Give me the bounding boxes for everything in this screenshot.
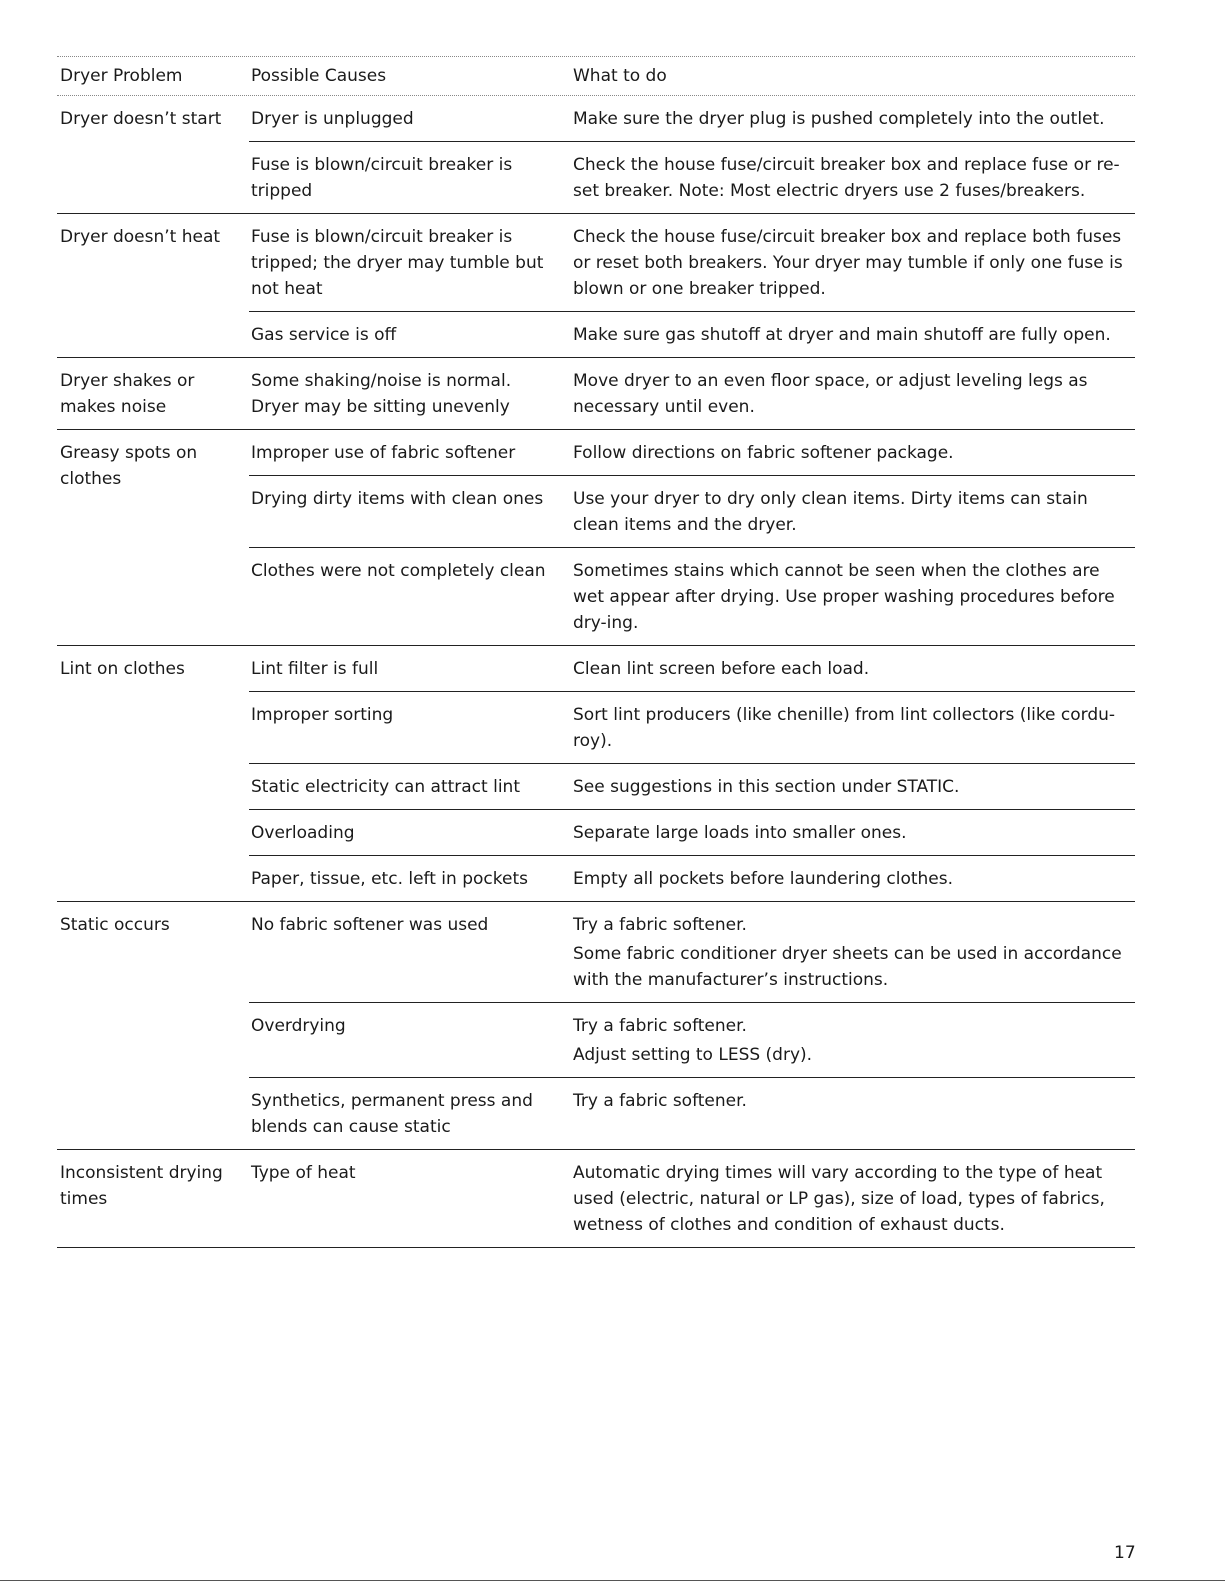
cause-cell: Improper use of fabric softener [251,443,516,463]
todo-cell [571,646,1135,691]
todo-text: Follow directions on fabric softener package. [573,443,954,463]
table-row [249,856,1135,901]
table-row [249,1003,1135,1078]
problem-group [57,902,1135,1150]
cause-cell: Fuse is blown/circuit breaker is tripped; the dryer may tumble but not heat [251,227,544,299]
problem-label: Static occurs [60,915,170,935]
todo-cell [571,1078,1135,1149]
todo-text: Try a fabric softener. [573,915,747,935]
cause-rows [249,430,1135,645]
problem-label: Inconsistent drying times [60,1163,223,1209]
problem-label: Lint on clothes [60,659,185,679]
problem-label: Dryer shakes or makes noise [60,371,195,417]
table-row [249,142,1135,213]
cause-cell: No fabric softener was used [251,915,489,935]
cause-cell: Paper, tissue, etc. left in pockets [251,869,528,889]
header-causes: Possible Causes [251,66,387,86]
table-row [249,810,1135,856]
problem-group [57,1150,1135,1248]
table-row [249,764,1135,810]
todo-cell [571,476,1135,547]
todo-text: Move dryer to an even floor space, or adjust leveling legs as necessary until even. [573,371,1088,417]
table-row [249,312,1135,357]
todo-cell [571,856,1135,901]
todo-text: Automatic drying times will vary according to the type of heat used (electric, natural or LP gas), size of load, types of fabrics, wetness of clothes and condition of exhaust ducts. [573,1163,1105,1235]
cause-rows [249,214,1135,357]
todo-cell [571,96,1135,141]
page-edge-line [0,1580,1225,1581]
table-row [249,476,1135,548]
todo-cell [571,692,1135,763]
header-problem: Dryer Problem [60,66,183,86]
todo-text: Use your dryer to dry only clean items. Dirty items can stain clean items and the dryer. [573,489,1088,535]
table-body [57,96,1135,1248]
todo-text: Separate large loads into smaller ones. [573,823,907,843]
cause-rows [249,358,1135,429]
troubleshooting-table [57,56,1135,1248]
todo-text: Make sure gas shutoff at dryer and main shutoff are fully open. [573,325,1111,345]
cause-cell: Fuse is blown/circuit breaker is tripped [251,155,513,201]
todo-cell [571,810,1135,855]
cause-cell: Overdrying [251,1016,346,1036]
page-number: 17 [1114,1543,1136,1563]
cause-cell: Improper sorting [251,705,394,725]
table-row [249,646,1135,692]
todo-text: Check the house fuse/circuit breaker box and replace fuse or re-set breaker. Note: Most electric dryers use 2 fuses/breakers. [573,155,1120,201]
todo-cell [571,764,1135,809]
problem-group [57,96,1135,214]
cause-cell: Synthetics, permanent press and blends can cause static [251,1091,533,1137]
todo-cell [571,312,1135,357]
todo-text: Sometimes stains which cannot be seen when the clothes are wet appear after drying. Use proper washing procedures before dry-ing. [573,561,1115,633]
todo-text: Check the house fuse/circuit breaker box and replace both fuses or reset both breakers. Your dryer may tumble if only one fuse is blown or one breaker tripped. [573,227,1123,299]
todo-cell [571,548,1135,645]
table-row [249,430,1135,476]
table-row [249,1150,1135,1247]
todo-text: Empty all pockets before laundering clothes. [573,869,954,889]
table-row [249,214,1135,312]
cause-cell: Lint filter is full [251,659,379,679]
cause-cell: Clothes were not completely clean [251,561,546,581]
todo-text: Try a fabric softener. [573,1016,747,1036]
problem-group [57,430,1135,646]
cause-cell: Type of heat [251,1163,356,1183]
todo-cell [571,1003,1135,1077]
cause-rows [249,646,1135,901]
table-header [57,56,1135,96]
todo-text: Sort lint producers (like chenille) from lint collectors (like cordu-roy). [573,705,1116,751]
cause-cell: Some shaking/noise is normal. Dryer may be sitting unevenly [251,371,512,417]
cause-cell: Drying dirty items with clean ones [251,489,544,509]
table-row [249,96,1135,142]
cause-rows [249,1150,1135,1247]
cause-cell: Gas service is off [251,325,397,345]
table-row [249,1078,1135,1149]
table-row [249,692,1135,764]
todo-cell [571,1150,1135,1247]
problem-group [57,358,1135,430]
todo-text: Some fabric conditioner dryer sheets can be used in accordance with the manufacturer’s instructions. [573,944,1122,990]
todo-cell [571,902,1135,1002]
todo-text: Try a fabric softener. [573,1091,747,1111]
todo-cell [571,142,1135,213]
problem-group [57,214,1135,358]
todo-text: Clean lint screen before each load. [573,659,870,679]
problem-label: Greasy spots on clothes [60,443,198,489]
cause-rows [249,902,1135,1149]
todo-cell [571,358,1135,429]
todo-cell [571,214,1135,311]
todo-text: Make sure the dryer plug is pushed completely into the outlet. [573,109,1105,129]
header-todo: What to do [573,66,667,86]
cause-cell: Overloading [251,823,355,843]
todo-text: Adjust setting to LESS (dry). [573,1045,813,1065]
cause-rows [249,96,1135,213]
cause-cell: Dryer is unplugged [251,109,414,129]
problem-label: Dryer doesn’t start [60,109,222,129]
problem-label: Dryer doesn’t heat [60,227,221,247]
table-row [249,902,1135,1003]
cause-cell: Static electricity can attract lint [251,777,520,797]
todo-cell [571,430,1135,475]
table-row [249,358,1135,429]
problem-group [57,646,1135,902]
todo-text: See suggestions in this section under STATIC. [573,777,960,797]
table-row [249,548,1135,645]
